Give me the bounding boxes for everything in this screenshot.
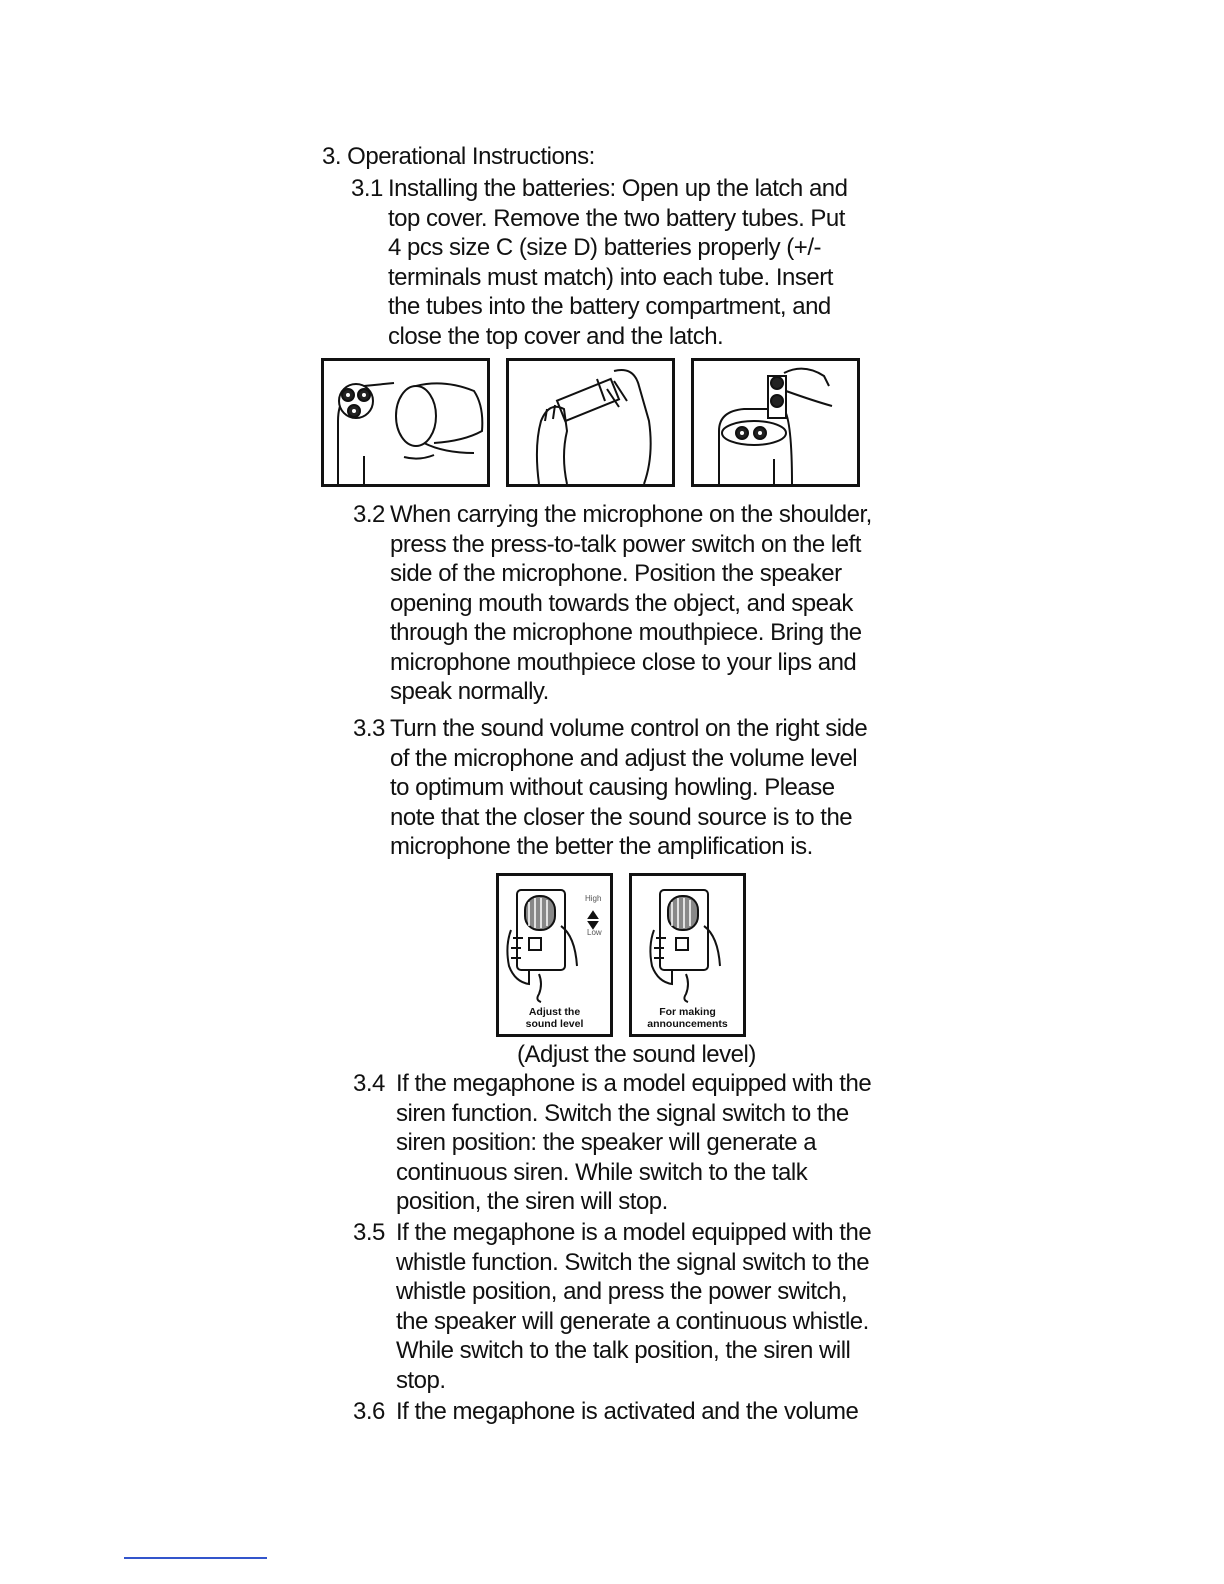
instruction-line: If the megaphone is a model equipped with the [396,1070,872,1097]
instruction-line: whistle function. Switch the signal switch to the [396,1248,870,1276]
instruction-number: 3.2 [353,501,385,528]
instruction-line: the tubes into the battery compartment, and [388,293,831,320]
instruction-number: 3.3 [353,715,385,742]
section-heading: 3. Operational Instructions: [322,143,595,170]
instruction-line: microphone the better the amplification is. [390,833,813,860]
instruction-line: through the microphone mouthpiece. Bring the [390,619,862,646]
instruction-line: terminals must match) into each tube. Insert [388,263,833,291]
instruction-line: If the megaphone is a model equipped with the [396,1219,872,1246]
figure-caption [632,1006,743,1030]
figure-caption-line: Adjust the [528,1006,581,1018]
instruction-number: 3.5 [353,1219,385,1246]
instruction-line: 4 pcs size C (size D) batteries properly (+/- [388,234,821,261]
figure-caption-line: For making [659,1006,716,1018]
instruction-number: 3.1 [351,175,383,202]
microphone-illustration-adjust [496,873,613,1037]
instruction-line: side of the microphone. Position the speaker [390,560,842,587]
instruction-line: position, the siren will stop. [396,1188,668,1215]
instruction-line: top cover. Remove the two battery tubes. Put [388,204,845,232]
instruction-line: press the press-to-talk power switch on the left [390,530,861,558]
instruction-line: siren position: the speaker will generate a [396,1129,817,1156]
instruction-line: the speaker will generate a continuous whistle. [396,1307,869,1335]
instruction-line: While switch to the talk position, the siren will [396,1337,851,1364]
sound-level-caption: (Adjust the sound level) [517,1041,756,1068]
instruction-number: 3.4 [353,1070,385,1097]
figure-caption [499,1006,610,1030]
figure-caption-line: sound level [525,1018,584,1030]
figure-caption-line: announcements [647,1018,728,1030]
microphone-illustration-announce [629,873,746,1037]
volume-low-label: Low [587,928,602,937]
battery-illustration-open-cover [321,358,490,487]
instruction-line: Turn the sound volume control on the right side [390,715,868,742]
instruction-line: If the megaphone is activated and the volume [396,1398,859,1425]
instruction-line: Installing the batteries: Open up the latch and [388,175,848,202]
instruction-line: stop. [396,1366,446,1394]
battery-illustration-load-tube [506,358,675,487]
instruction-number: 3.6 [353,1398,385,1425]
battery-illustration-insert-tube [691,358,860,487]
instruction-line: whistle position, and press the power switch, [396,1278,848,1305]
instruction-line: siren function. Switch the signal switch to the [396,1099,849,1127]
instruction-line: opening mouth towards the object, and speak [390,589,853,617]
instruction-line: note that the closer the sound source is to the [390,803,853,831]
instruction-line: continuous siren. While switch to the talk [396,1158,808,1186]
instruction-line: microphone mouthpiece close to your lips and [390,648,857,676]
instruction-line: When carrying the microphone on the shoulder, [390,501,872,528]
volume-high-label: High [585,894,602,903]
instruction-line: close the top cover and the latch. [388,322,724,350]
footnote-divider [124,1557,267,1559]
instruction-line: speak normally. [390,678,549,705]
instruction-line: of the microphone and adjust the volume level [390,744,858,772]
instruction-line: to optimum without causing howling. Please [390,774,835,801]
